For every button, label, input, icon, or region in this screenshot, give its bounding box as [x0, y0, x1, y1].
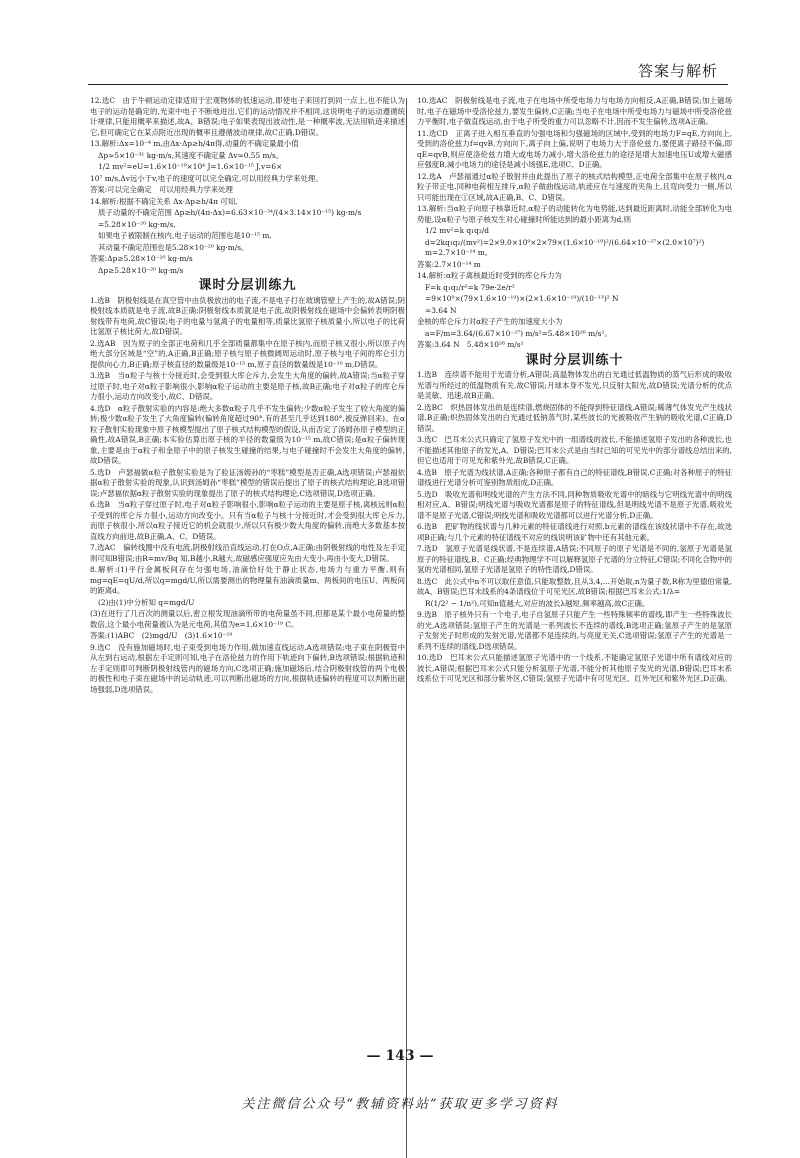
answer-line: 答案:3.64 N 5.48×10²⁶ m/s² [417, 340, 524, 349]
footer-note: 关注微信公众号“教辅资料站”获取更多学习资料 [241, 1097, 559, 1112]
answer-paragraph: 6.选B 当α粒子穿过原子时,电子对α粒子影响很小,影响α粒子运动的主要是原子核,离核远则α粒子受到的库仑斥力很小,运动方向改变小。只有当α粒子与核十分接近时,才会受到很大库仑斥力,而原子核很小,所以α粒子接近它的机会就很少,所以只有极少数大角度的偏转,而绝大多数基本按直线方向前进,故B正确,A、C、D错误。 [90, 500, 405, 541]
section-title: 课时分层训练十 [525, 352, 624, 368]
answer-paragraph: 14.解析:根据不确定关系 Δx·Δp≥h/4π 可知, [90, 196, 238, 206]
answer-paragraph: 3.选B 当α粒子与核十分接近时,会受到很大库仑斥力,会发生大角度的偏转,故A错误;当α粒子穿过原子时,电子对α粒子影响很小,影响α粒子运动的主要是原子核,故B正确;电子对α粒子的库仑斥力很小,运动方向改变小,故C、D错误。 [90, 371, 405, 401]
formula-line: d=2kq₁q₂/(mv²)=2×9.0×10⁹×2×79×(1.6×10⁻¹⁹)²/(6.64×10⁻²⁷×(2.0×10⁷)²) m=2.7×10⁻¹⁴ m。 [425, 237, 705, 257]
answer-paragraph: 6.选B 把矿物的线状谱与几种元素的特征谱线进行对照,b元素的谱线在该线状谱中不存在,故选项B正确;与几个元素的特征谱线不对应的线说明该矿物中还有其他元素。 [417, 522, 732, 542]
answer-line: 答案:(1)ABC (2)mgd/U (3)1.6×10⁻¹⁹ [90, 631, 233, 640]
answer-paragraph: (3)在进行了几百次的测量以后,密立根发现油滴所带的电荷量虽不同,但都是某个最小电荷量的整数倍,这个最小电荷量被认为是元电荷,其值为e=1.6×10⁻¹⁹ C。 [90, 609, 405, 629]
answer-paragraph: 13.解析:Δx=10⁻⁴ m,由Δx·Δp≥h/4π得,动量的不确定量最小值 [90, 139, 299, 148]
answer-line: 答案:可以完全确定 可以用经典力学来处理 [90, 185, 233, 194]
formula-line: 1/2 mv²=k q₁q₂/d [425, 226, 490, 235]
answer-paragraph: 5.选D 卢瑟福做α粒子散射实验是为了验证汤姆孙的“枣糕”模型是否正确,A选项错误;卢瑟福依据α粒子散射实验的现象,认识到汤姆孙“枣糕”模型的错误后提出了原子的核式结构理论,B选项错误;卢瑟福依据α粒子散射实验的现象提出了原子的核式结构理论,C选项错误,D选项正确。 [90, 467, 405, 498]
answer-paragraph: 1.选B 阴极射线是在真空管中由负极放出的电子流,不是电子打在玻璃管壁上产生的,故A错误;阴极射线本质就是电子流,故B正确;阴极射线本质就是电子流,故阴极射线在磁场中会偏转表明阴极射线带有电荷,故C错误;电子的电量与氢离子的电量相等,质量比氢原子核质量小,所以电子的比荷比氢原子核比荷大,故D错误。 [90, 295, 405, 336]
answer-paragraph: 11.选CD 正离子进入相互垂直的匀强电场和匀强磁场的区域中,受到的电场力F=qE,方向向上,受到的洛伦兹力f=qvB,方向向下,离子向上偏,说明了电场力大于洛伦兹力,要使离子路径不偏,即qE=qvB,则应使洛伦兹力增大或电场力减小,增大洛伦兹力的途径是增大加速电压U或增大磁感应强度B,减小电场力的途径是减小场强E,选项C、D正确。 [417, 128, 732, 169]
answer-paragraph: 如果电子被限制在核内,电子运动的范围也是10⁻¹⁵ m, [98, 231, 272, 240]
answer-paragraph: 12.选C 由于牛顿运动定律适用于宏观物体的低速运动,即使电子来回打到同一点上,也不能认为电子的运动是确定的,光束中电子不断地进出,它们的运动情况并不相同,这说明电子的运动遵循统计规律,只能用概率来描述,故A、B错误;电子如果表现出波动性,是一种概率波,无法用轨迹来描述它,但可确定它在某点附近出现的概率且遵循波动规律,故C正确,D错误。 [90, 96, 405, 137]
answer-paragraph: 金核的库仑斥力对α粒子产生的加速度大小为 [417, 317, 563, 326]
page-number: — 143 — [366, 1048, 434, 1064]
answer-paragraph: 10.选D 巴耳末公式只能描述氢原子光谱中的一个线系,不能确定氢原子光谱中所有谱线对应的波长,A错误;根据巴耳末公式只能分析氢原子光谱,不能分析其他原子发光的光谱,B错误;巴耳末系线系位于可见光区和部分紫外区,C错误;氢原子光谱中有可见光区、红外光区和紫外光区,D正确。 [417, 653, 732, 683]
left-column [90, 96, 405, 696]
formula-line: F=k q₁q₂/r²=k 79e·2e/r² [425, 282, 515, 292]
answer-paragraph: 7.选D 氢原子光谱是线状谱,不是连续谱,A错误;不同原子的原子光谱是不同的,氢原子光谱是氢原子的特征谱线,B、C正确;经典物理学不可以解释氢原子光谱的分立特征,C错误;不同化合物中的氢的光谱相同,氢原子光谱是氢原子的特性谱线,D错误。 [417, 544, 732, 574]
header-title: 答案与解析 [637, 62, 718, 80]
page-header [88, 58, 728, 85]
answer-paragraph: 4.选D α粒子散射实验的内容是:绝大多数α粒子几乎不发生偏转;少数α粒子发生了较大角度的偏转;极少数α粒子发生了大角度偏转(偏转角度超过90°,有的甚至几乎达到180°,被反弹回来)。在α粒子散射实验现象中原子核模型提出了原子核式结构模型的假设,从而否定了汤姆孙原子模型的正确性,故A错误,B正确;本实验估算出原子核的半径的数量级为10⁻¹⁵ m,故C错误;是α粒子偏转现象,主要是由于α粒子和金原子中的原子核发生碰撞的结果,与电子碰撞时不会发生大角度的偏转,故D错误。 [90, 403, 405, 465]
answer-paragraph: 2.选BC 炽热固体发出的是连续谱,燃烧固体的不能得到特征谱线,A错误;稀薄气体发光产生线状谱,B正确;炽热固体发出的白光通过低钠蒸气时,某些波长的光被吸收产生钠的吸收光谱,C正确,D错误。 [417, 402, 732, 433]
answer-paragraph: 10.选AC 阴极射线是电子流,电子在电场中所受电场力与电场方向相反,A正确,B错误;加上磁场时,电子在磁场中受洛伦兹力,要发生偏转,C正确;当电子在电场中所受电场力与磁场中所受洛伦兹力平衡时,电子做直线运动,由于电子所受的重力可以忽略不计,因而不发生偏转,选项A正确。 [417, 96, 732, 126]
right-column [417, 96, 732, 686]
answer-paragraph: 9.选B 原子核外只有一个电子,电子自氢原子只能产生一些特殊频率的谱线,即产生一些特殊波长的光,A选项错误;氢原子产生的光谱是一系列波长不连续的谱线,B选项正确;氢原子产生的是氢原子发射光子时形成的发射光谱,光谱都不是连续的,与亮度无关,C选项错误;氢原子产生的光谱是一系列不连续的谱线,D选项错误。 [417, 610, 732, 651]
answer-paragraph: 7.选AC 偏转线圈中没有电流,阴极射线沿直线运动,打在O点,A正确;由阴极射线的电性及左手定则可知B错误;由R=mv/Bq 知,B越小,R越大,故磁感应强度应先由大变小,再由小变大,D错误。 [90, 543, 405, 563]
answer-line: 答案:2.7×10⁻¹⁴ m [417, 259, 481, 269]
formula-line: ≈3.64 N [425, 305, 457, 315]
formula-line: Δp≈5×10⁻³¹ kg·m/s,其速度不确定量 Δv≈0.55 m/s。 [98, 150, 284, 160]
formula-line: R(1/2² − 1/n²),可知n值越大,对应的波长λ越短,频率越高,故C正确。 [425, 598, 650, 608]
page-number-value: 143 [385, 1048, 415, 1064]
answer-line: 答案:Δp≥5.28×10⁻²⁰ kg·m/s [90, 254, 193, 263]
answer-paragraph: 8.选C 此公式中n不可以取任意值,只能取整数,且从3,4,…开始取,n为量子数,R称为里德伯常量,故A、B错误;巴耳末线系的4条谱线位于可见光区,故B错误;根据巴耳末公式:1/λ= [417, 576, 732, 596]
column-divider [406, 98, 407, 1158]
answer-paragraph: 9.选C 没有施加磁场时,电子束受到电场力作用,做加速直线运动,A选项错误;电子束在阴极管中从左到右运动,根据左手定则可知,电子在洛伦兹力的作用下轨迹向下偏转,B选项错误;根据轨迹和左手定则即可判断阴极射线管内的磁场方向,C选项正确;施加磁场后,结合阴极射线管的两个电极的极性和电子束在磁场中的运动轨迹,可以判断出磁场的方向,根据轨迹偏转的程度可以判断出磁场强弱,D选项错误。 [90, 642, 405, 694]
answer-line: Δp≥5.28×10⁻²⁰ kg·m/s [98, 265, 184, 275]
formula-line: 质子动量的不确定范围 Δp≥h/(4π·Δx)=6.63×10⁻³⁴/(4×3.14×10⁻¹⁵) kg·m/s [98, 208, 362, 217]
answer-paragraph: 其动量不确定范围也是5.28×10⁻²⁰ kg·m/s。 [98, 242, 249, 252]
answer-paragraph: 8.解析:(1)平行金属板间存在匀强电场,油滴恰好处于静止状态,电场力与重力平衡,则有 mg=qE=qU/d,所以q=mgd/U,所以需要测出的物理量有油滴质量m、两板间的电压U、两板间的距离d。 [90, 565, 405, 595]
answer-paragraph: 1.选B 连续谱不能用于光谱分析,A错误;高温物体发出的白光通过低温物质的蒸气后形成的吸收光谱与所经过的低温物质有关,故C错误;月球本身不发光,只反射太阳光,故D错误;光谱分析的优点是灵敏、迅速,故B正确。 [417, 370, 732, 400]
answer-paragraph: 3.选C 巴耳末公式只确定了氢原子发光中的一组谱线的波长,不能描述氢原子发出的各种波长,也不能描述其他原子的发光,A、D错误;巴耳末公式是由当时已知的可见光中的部分谱线总结出来的,但它也适用于可见光和紫外光,故B错误,C正确。 [417, 435, 732, 465]
formula-line: (2)由(1)中分析知 q=mgd/U [98, 597, 195, 607]
answer-paragraph: 12.选A 卢瑟福通过α粒子散射并由此提出了原子的核式结构模型,正电荷全部集中在原子核内,α粒子带正电,同种电荷相互排斥,α粒子做曲线运动,轨迹应在与速度的夹角上,且弯向受力一侧,所以只可能出现在①区域,故A正确,B、C、D错误。 [417, 171, 732, 202]
answer-paragraph: 10⁷ m/s,Δv远小于v,电子的速度可以完全确定,可以用经典力学来处理。 [90, 173, 323, 183]
formula-line: =5.28×10⁻²⁰ kg·m/s, [98, 219, 176, 229]
answer-paragraph: 13.解析:当α粒子向原子核靠近时,α粒子的动能转化为电势能,达到最近距离时,动能全部转化为电势能,设α粒子与原子核发生对心碰撞时所能达到的最小距离为d,则 [417, 204, 732, 224]
formula-line: =9×10⁹×(79×1.6×10⁻¹⁹)×(2×1.6×10⁻¹⁹)/(10⁻¹³)² N [425, 294, 619, 303]
formula-line: 1/2 mv²=eU=1.6×10⁻¹⁹×10⁴ J=1.6×10⁻¹⁵ J,v=6× [98, 162, 283, 171]
answer-paragraph: 2.选AB 因为原子的全部正电荷和几乎全部质量都集中在原子核内,而原子核又很小,所以原子内绝大部分区域是“空”的,A正确,B正确;原子核与原子核微阔周运动时,原子核与电子间的库仑引力提供向心力,B正确;原子核直径的数量级是10⁻¹⁵ m,原子直径的数量级是10⁻¹⁰ m,D错误。 [90, 338, 405, 369]
answer-paragraph: 4.选B 原子光谱为线状谱,A正确;各种原子都有自己的特征谱线,B错误,C正确;对各种原子的特征谱线进行光谱分析可鉴别物质组成,D正确。 [417, 467, 732, 487]
answer-paragraph: 5.选D 吸收光谱和明线光谱的产生方法不同,同种物质吸收光谱中的暗线与它明线光谱中的明线相对应,A、B错误;明线光谱与吸收光谱都是原子的特征谱线,但是明线光谱不是原子光谱,吸收光谱不是原子光谱,C错误;明线光谱和吸收光谱都可以进行光谱分析,D正确。 [417, 489, 732, 520]
section-title: 课时分层训练九 [198, 278, 297, 293]
formula-line: a=F/m=3.64/(6.67×10⁻²⁷) m/s²=5.48×10²⁶ m/s²。 [425, 328, 612, 338]
answer-paragraph: 14.解析:α粒子离核最近时受到的库仑斥力为 [417, 271, 562, 280]
